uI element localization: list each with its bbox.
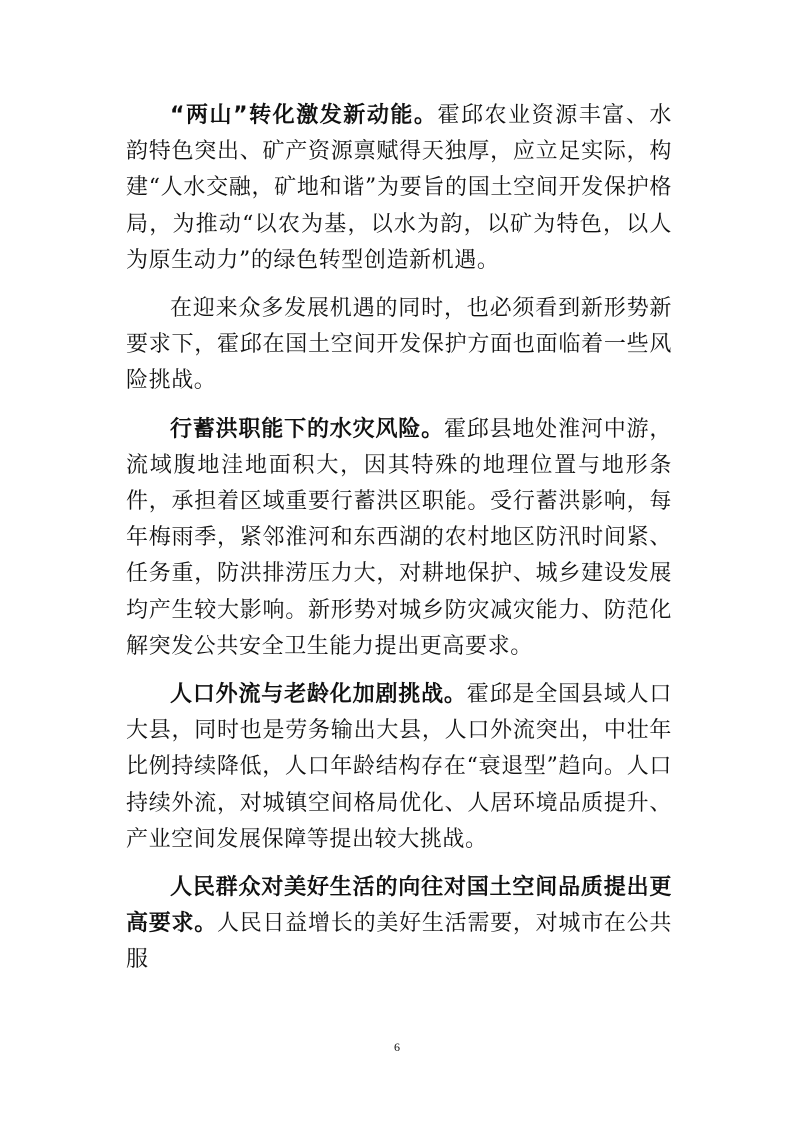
paragraph-text: 霍邱是全国县域人口大县，同时也是劳务输出大县，人口外流突出，中壮年比例持续降低，人口年龄结构存在“衰退型”趋向。人口持续外流，对城镇空间格局优化、人居环境品质提升、产业空间发展保障等提出较大挑战。 bbox=[126, 682, 672, 852]
paragraph-2 bbox=[126, 291, 672, 400]
paragraph-heading: 人口外流与老龄化加剧挑战。 bbox=[170, 682, 467, 708]
paragraph-heading: “两山”转化激发新动能。 bbox=[170, 103, 438, 128]
paragraph-heading: 行蓄洪职能下的水灾风险。 bbox=[170, 416, 444, 442]
paragraph-text: 霍邱县地处淮河中游，流域腹地洼地面积大，因其特殊的地理位置与地形条件，承担着区域重要行蓄洪区职能。受行蓄洪影响，每年梅雨季，紧邻淮河和东西湖的农村地区防汛时间紧、任务重，防洪排涝压力大，对耕地保护、城乡建设发展均产生较大影响。新形势对城乡防灾减灾能力、防范化解突发公共安全卫生能力提出更高要求。 bbox=[126, 416, 672, 659]
page-number: 6 bbox=[394, 1040, 400, 1054]
paragraph-3 bbox=[126, 412, 672, 665]
paragraph-text: 在迎来众多发展机遇的同时，也必须看到新形势新要求下，霍邱在国土空间开发保护方面也面临着一些风险挑战。 bbox=[126, 296, 672, 394]
paragraph-text: 人民日益增长的美好生活需要，对城市在公共服 bbox=[126, 911, 672, 973]
body-text bbox=[126, 98, 672, 991]
paragraph-heading: 人民群众对美好生活的向往对国土空间品质提出更高要求。 bbox=[126, 875, 672, 937]
paragraph-1 bbox=[126, 98, 672, 279]
paragraph-5 bbox=[126, 870, 672, 979]
paragraph-text: 霍邱农业资源丰富、水韵特色突出、矿产资源禀赋得天独厚，应立足实际，构建“人水交融，矿地和谐”为要旨的国土空间开发保护格局，为推动“以农为基，以水为韵，以矿为特色，以人为原生动力”的绿色转型创造新机遇。 bbox=[126, 103, 672, 273]
paragraph-4 bbox=[126, 677, 672, 858]
